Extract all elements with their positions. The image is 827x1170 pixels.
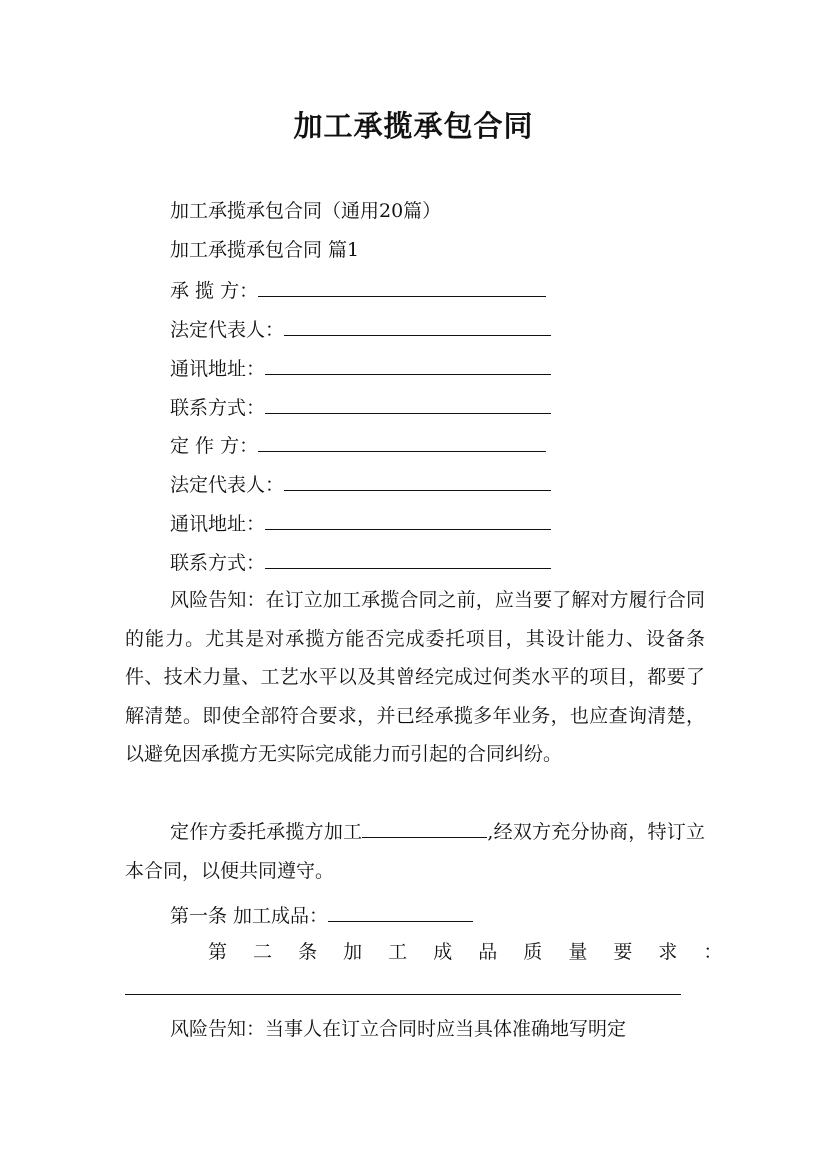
blank-line xyxy=(284,471,551,491)
field-contractor-contact xyxy=(170,394,551,420)
field-label: 法定代表人： xyxy=(170,474,285,496)
agreement-paragraph xyxy=(125,813,705,890)
article-1-label: 第一条 加工成品： xyxy=(170,905,329,927)
field-contractor-representative xyxy=(170,316,551,342)
blank-line xyxy=(258,277,546,297)
field-contractor xyxy=(170,277,546,303)
document-subtitle: 加工承揽承包合同（通用20篇） xyxy=(170,200,442,222)
field-contractor-address xyxy=(170,355,551,381)
article-1 xyxy=(170,902,473,928)
blank-line xyxy=(328,902,473,922)
section-heading: 加工承揽承包合同 篇1 xyxy=(170,239,360,261)
field-label: 承 揽 方： xyxy=(170,280,259,302)
field-client-contact xyxy=(170,549,551,575)
blank-line xyxy=(125,994,681,995)
risk-notice-paragraph: 风险告知：在订立加工承揽合同之前，应当要了解对方履行合同的能力。尤其是对承揽方能否完成委托项目，其设计能力、设备条件、技术力量、工艺水平以及其曾经完成过何类水平的项目，都要了解清楚。即使全部符合要求，并已经承揽多年业务，也应查询清楚，以避免因承揽方无实际完成能力而引起的合同纠纷。 xyxy=(125,589,705,765)
blank-line xyxy=(265,394,551,414)
blank-line xyxy=(362,818,487,838)
field-client-address xyxy=(170,510,551,536)
blank-line xyxy=(265,355,551,375)
field-client xyxy=(170,432,546,458)
field-label: 通讯地址： xyxy=(170,358,266,380)
article-2: 第 二 条 加 工 成 品 质 量 要 求 ： xyxy=(208,941,723,963)
agreement-prefix: 定作方委托承揽方加工 xyxy=(170,821,363,843)
field-label: 联系方式： xyxy=(170,397,266,419)
field-client-representative xyxy=(170,471,551,497)
blank-line xyxy=(284,316,551,336)
document-title: 加工承揽承包合同 xyxy=(293,109,534,143)
agreement-suffix: ,经双方充分协商，特订立本合同，以便共同遵守。 xyxy=(125,821,705,882)
blank-line xyxy=(265,549,551,569)
field-label: 通讯地址： xyxy=(170,513,266,535)
blank-line xyxy=(258,432,546,452)
blank-line xyxy=(265,510,551,530)
field-label: 定 作 方： xyxy=(170,435,259,457)
field-label: 法定代表人： xyxy=(170,319,285,341)
risk-notice-2: 风险告知：当事人在订立合同时应当具体准确地写明定 xyxy=(170,1018,627,1040)
field-label: 联系方式： xyxy=(170,552,266,574)
